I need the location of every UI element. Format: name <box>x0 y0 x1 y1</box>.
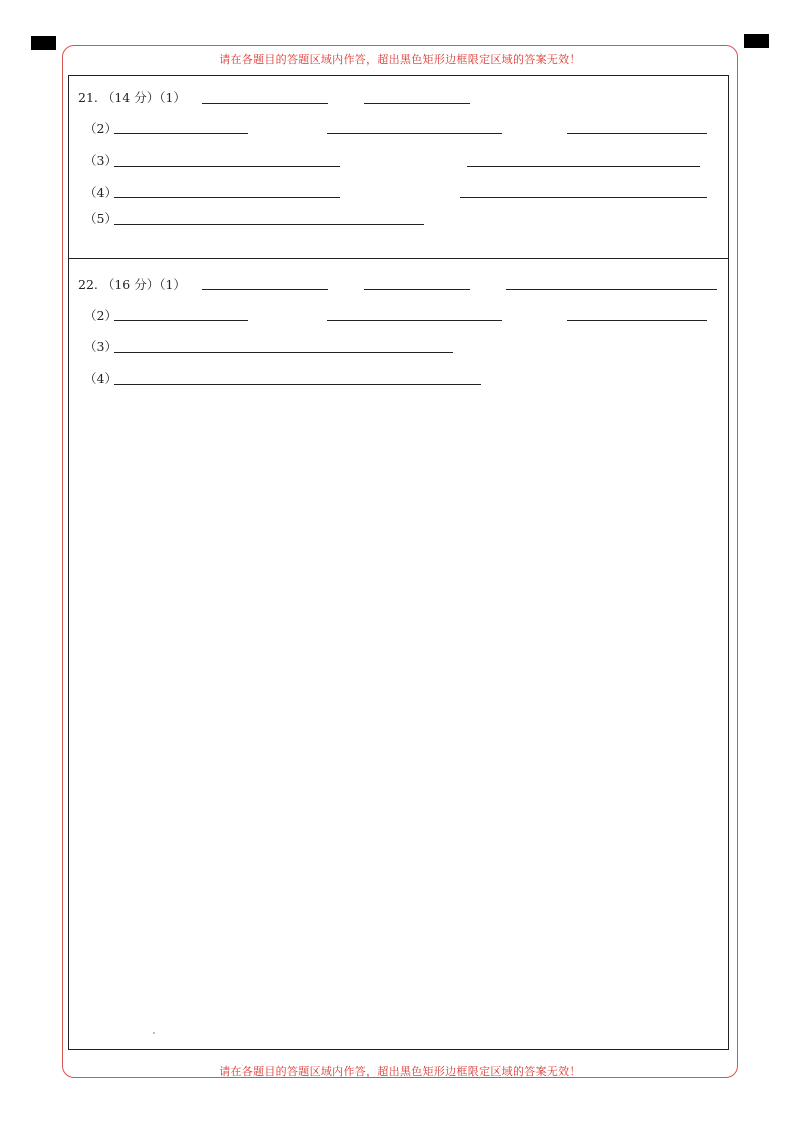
q21-1-blank-b[interactable] <box>364 103 470 104</box>
q21-3-blank-a[interactable] <box>114 166 340 167</box>
q22-part-2-label: （2） <box>84 308 117 323</box>
q21-1-blank-a[interactable] <box>202 103 328 104</box>
alignment-marker-right <box>744 34 769 48</box>
q21-4-blank-b[interactable] <box>460 197 707 198</box>
notice-top: 请在各题目的答题区域内作答，超出黑色矩形边框限定区域的答案无效！ <box>219 53 581 66</box>
q21-2-blank-b[interactable] <box>327 133 502 134</box>
q21-3-blank-b[interactable] <box>467 166 700 167</box>
q21-part-5-label: （5） <box>84 211 117 226</box>
q21-part-4-label: （4） <box>84 185 117 200</box>
q22-2-blank-c[interactable] <box>567 320 707 321</box>
q22-part-3-label: （3） <box>84 339 117 354</box>
scan-speck <box>153 1032 155 1034</box>
q22-1-blank-c[interactable] <box>506 289 717 290</box>
q22-header: 22. （16 分）（1） <box>78 277 186 292</box>
q22-1-blank-a[interactable] <box>202 289 328 290</box>
q21-2-blank-c[interactable] <box>567 133 707 134</box>
q22-1-blank-b[interactable] <box>364 289 470 290</box>
answer-box <box>68 75 729 1050</box>
q21-4-blank-a[interactable] <box>114 197 340 198</box>
q21-5-blank[interactable] <box>114 224 424 225</box>
q22-2-blank-a[interactable] <box>114 320 248 321</box>
q22-3-blank[interactable] <box>114 352 453 353</box>
alignment-marker-left <box>31 36 56 50</box>
q21-part-3-label: （3） <box>84 153 117 168</box>
q22-part-4-label: （4） <box>84 371 117 386</box>
q21-part-2-label: （2） <box>84 121 117 136</box>
q22-2-blank-b[interactable] <box>327 320 502 321</box>
q21-header: 21. （14 分）（1） <box>78 90 186 105</box>
question-divider <box>68 258 729 259</box>
q22-4-blank[interactable] <box>114 384 481 385</box>
notice-bottom: 请在各题目的答题区域内作答，超出黑色矩形边框限定区域的答案无效！ <box>219 1065 581 1078</box>
q21-2-blank-a[interactable] <box>114 133 248 134</box>
